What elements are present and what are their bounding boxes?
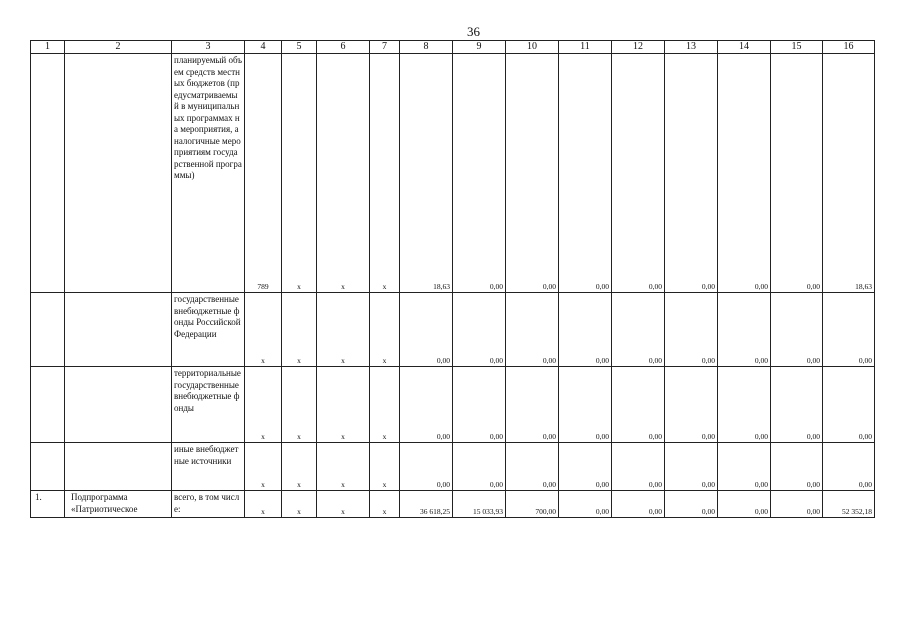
amount-cell: 0,00	[771, 367, 823, 443]
amount-cell: 0,00	[823, 443, 875, 491]
column-header-10: 10	[506, 41, 559, 54]
code-cell: х	[317, 293, 370, 367]
amount-cell: 0,00	[612, 293, 665, 367]
amount-cell: 0,00	[718, 443, 771, 491]
code-cell: х	[282, 443, 317, 491]
funding-source-cell: государственные внебюджетные фонды Российской Федерации	[172, 293, 245, 367]
code-cell: х	[370, 54, 400, 293]
funding-source-cell: планируемый объем средств местных бюджетов (предусматриваемый в муниципальных программах на мероприятия, аналогичные мероприятиям государственной программы)	[172, 54, 245, 293]
code-cell: 789	[245, 54, 282, 293]
amount-cell: 0,00	[506, 367, 559, 443]
amount-cell: 0,00	[453, 367, 506, 443]
amount-cell: 0,00	[559, 443, 612, 491]
code-cell: х	[245, 491, 282, 518]
code-cell: х	[245, 443, 282, 491]
table-row	[31, 367, 875, 443]
code-cell: х	[282, 54, 317, 293]
program-name-cell	[65, 54, 172, 293]
column-header-15: 15	[771, 41, 823, 54]
amount-cell: 0,00	[718, 491, 771, 518]
program-name-cell	[65, 367, 172, 443]
amount-cell: 0,00	[400, 293, 453, 367]
table-row	[31, 54, 875, 293]
column-header-4: 4	[245, 41, 282, 54]
amount-cell: 700,00	[506, 491, 559, 518]
code-cell: х	[282, 491, 317, 518]
amount-cell: 18,63	[823, 54, 875, 293]
amount-cell: 0,00	[612, 367, 665, 443]
code-cell: х	[370, 293, 400, 367]
amount-cell: 0,00	[506, 293, 559, 367]
column-header-5: 5	[282, 41, 317, 54]
code-cell: х	[317, 443, 370, 491]
funding-source-cell: территориальные государственные внебюджетные фонды	[172, 367, 245, 443]
code-cell: х	[370, 367, 400, 443]
column-header-8: 8	[400, 41, 453, 54]
amount-cell: 0,00	[559, 367, 612, 443]
column-header-16: 16	[823, 41, 875, 54]
funding-source-cell: иные внебюджетные источники	[172, 443, 245, 491]
amount-cell: 0,00	[718, 367, 771, 443]
header-row	[31, 41, 875, 54]
amount-cell: 0,00	[718, 293, 771, 367]
amount-cell: 0,00	[559, 54, 612, 293]
amount-cell: 0,00	[665, 367, 718, 443]
amount-cell: 0,00	[823, 367, 875, 443]
column-header-1: 1	[31, 41, 65, 54]
column-header-9: 9	[453, 41, 506, 54]
code-cell: х	[245, 367, 282, 443]
amount-cell: 0,00	[823, 293, 875, 367]
column-header-12: 12	[612, 41, 665, 54]
amount-cell: 0,00	[453, 443, 506, 491]
program-name-cell	[65, 443, 172, 491]
amount-cell: 18,63	[400, 54, 453, 293]
column-header-14: 14	[718, 41, 771, 54]
table-row	[31, 491, 875, 518]
row-number-cell	[31, 443, 65, 491]
column-header-2: 2	[65, 41, 172, 54]
program-name-cell	[65, 293, 172, 367]
amount-cell: 52 352,18	[823, 491, 875, 518]
column-header-3: 3	[172, 41, 245, 54]
table-row	[31, 293, 875, 367]
code-cell: х	[282, 293, 317, 367]
amount-cell: 0,00	[771, 491, 823, 518]
amount-cell: 0,00	[665, 443, 718, 491]
amount-cell: 0,00	[612, 491, 665, 518]
code-cell: х	[317, 367, 370, 443]
page-number: 36	[467, 24, 480, 39]
code-cell: х	[282, 367, 317, 443]
row-number-cell: 1.	[31, 491, 65, 518]
amount-cell: 0,00	[665, 293, 718, 367]
amount-cell: 0,00	[665, 54, 718, 293]
column-header-7: 7	[370, 41, 400, 54]
row-number-cell	[31, 367, 65, 443]
amount-cell: 0,00	[771, 443, 823, 491]
code-cell: х	[370, 491, 400, 518]
amount-cell: 0,00	[506, 443, 559, 491]
amount-cell: 36 618,25	[400, 491, 453, 518]
amount-cell: 15 033,93	[453, 491, 506, 518]
column-header-11: 11	[559, 41, 612, 54]
budget-table	[30, 40, 875, 518]
amount-cell: 0,00	[771, 54, 823, 293]
amount-cell: 0,00	[400, 443, 453, 491]
code-cell: х	[245, 293, 282, 367]
program-name-cell: Подпрограмма «Патриотическое	[65, 491, 172, 518]
table-body	[31, 54, 875, 518]
amount-cell: 0,00	[506, 54, 559, 293]
amount-cell: 0,00	[400, 367, 453, 443]
amount-cell: 0,00	[453, 54, 506, 293]
amount-cell: 0,00	[559, 293, 612, 367]
table-row	[31, 443, 875, 491]
column-header-6: 6	[317, 41, 370, 54]
amount-cell: 0,00	[559, 491, 612, 518]
amount-cell: 0,00	[718, 54, 771, 293]
amount-cell: 0,00	[453, 293, 506, 367]
amount-cell: 0,00	[612, 443, 665, 491]
amount-cell: 0,00	[665, 491, 718, 518]
code-cell: х	[317, 491, 370, 518]
amount-cell: 0,00	[771, 293, 823, 367]
column-header-13: 13	[665, 41, 718, 54]
funding-source-cell: всего, в том числе:	[172, 491, 245, 518]
row-number-cell	[31, 293, 65, 367]
code-cell: х	[317, 54, 370, 293]
code-cell: х	[370, 443, 400, 491]
amount-cell: 0,00	[612, 54, 665, 293]
row-number-cell	[31, 54, 65, 293]
